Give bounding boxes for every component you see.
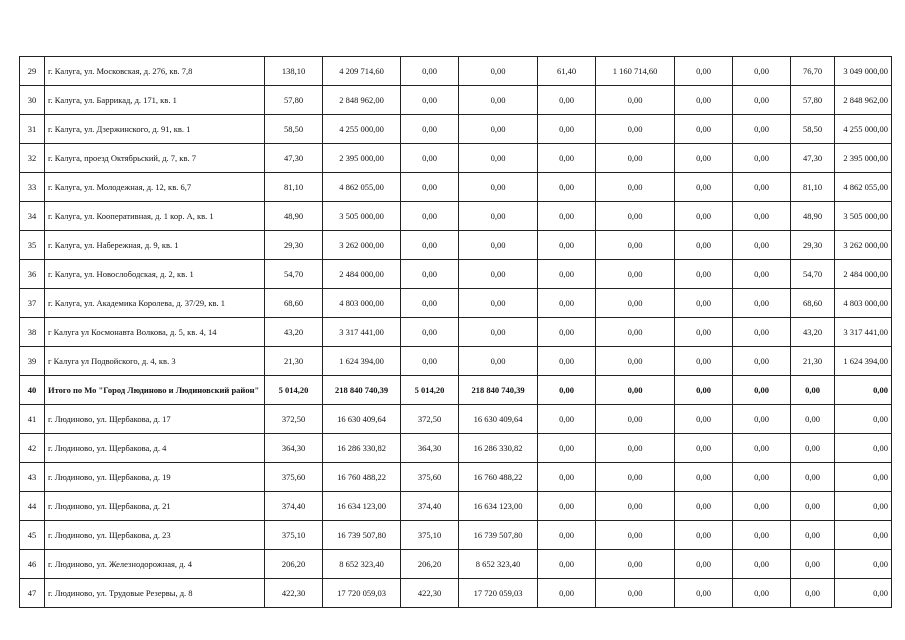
table-row: [20, 347, 892, 376]
table-row-total: [20, 376, 892, 405]
value-cell: 0,00: [459, 202, 538, 231]
value-cell: 21,30: [265, 347, 323, 376]
value-cell: 0,00: [596, 463, 675, 492]
row-number: 29: [20, 57, 45, 86]
value-cell: 0,00: [733, 115, 791, 144]
value-cell: 0,00: [596, 115, 675, 144]
value-cell: 3 262 000,00: [835, 231, 892, 260]
value-cell: 16 634 123,00: [323, 492, 401, 521]
value-cell: 0,00: [538, 347, 596, 376]
value-cell: 364,30: [265, 434, 323, 463]
row-number: 36: [20, 260, 45, 289]
value-cell: 4 803 000,00: [835, 289, 892, 318]
value-cell: 21,30: [791, 347, 835, 376]
address-cell: г. Калуга, ул. Молодежная, д. 12, кв. 6,7: [45, 173, 265, 202]
value-cell: 372,50: [401, 405, 459, 434]
value-cell: 0,00: [596, 173, 675, 202]
value-cell: 4 255 000,00: [835, 115, 892, 144]
value-cell: 0,00: [596, 521, 675, 550]
value-cell: 29,30: [265, 231, 323, 260]
value-cell: 0,00: [538, 115, 596, 144]
value-cell: 4 862 055,00: [323, 173, 401, 202]
row-number: 47: [20, 579, 45, 608]
row-number: 41: [20, 405, 45, 434]
row-number: 38: [20, 318, 45, 347]
value-cell: 0,00: [675, 521, 733, 550]
value-cell: 0,00: [538, 521, 596, 550]
value-cell: 0,00: [401, 86, 459, 115]
value-cell: 2 484 000,00: [323, 260, 401, 289]
value-cell: 0,00: [733, 231, 791, 260]
value-cell: 0,00: [733, 376, 791, 405]
value-cell: 374,40: [265, 492, 323, 521]
value-cell: 0,00: [675, 289, 733, 318]
value-cell: 0,00: [401, 202, 459, 231]
address-cell: г. Калуга, ул. Академика Королева, д. 37/29, кв. 1: [45, 289, 265, 318]
table-row: [20, 434, 892, 463]
value-cell: 1 624 394,00: [835, 347, 892, 376]
row-number: 35: [20, 231, 45, 260]
value-cell: 0,00: [459, 173, 538, 202]
value-cell: 47,30: [791, 144, 835, 173]
address-cell: г. Калуга, ул. Новослободская, д. 2, кв. 1: [45, 260, 265, 289]
row-number: 39: [20, 347, 45, 376]
value-cell: 17 720 059,03: [459, 579, 538, 608]
value-cell: 16 630 409,64: [459, 405, 538, 434]
value-cell: 0,00: [675, 550, 733, 579]
value-cell: 0,00: [675, 463, 733, 492]
value-cell: 0,00: [675, 405, 733, 434]
value-cell: 0,00: [675, 347, 733, 376]
value-cell: 81,10: [265, 173, 323, 202]
value-cell: 0,00: [596, 579, 675, 608]
row-number: 33: [20, 173, 45, 202]
value-cell: 0,00: [538, 550, 596, 579]
table-row: [20, 86, 892, 115]
value-cell: 0,00: [733, 202, 791, 231]
value-cell: 0,00: [538, 318, 596, 347]
value-cell: 61,40: [538, 57, 596, 86]
row-number: 43: [20, 463, 45, 492]
row-number: 42: [20, 434, 45, 463]
value-cell: 0,00: [596, 144, 675, 173]
value-cell: 138,10: [265, 57, 323, 86]
value-cell: 16 630 409,64: [323, 405, 401, 434]
value-cell: 0,00: [835, 550, 892, 579]
data-table: [19, 56, 892, 608]
value-cell: 0,00: [675, 57, 733, 86]
value-cell: 0,00: [459, 57, 538, 86]
value-cell: 0,00: [459, 289, 538, 318]
value-cell: 0,00: [596, 405, 675, 434]
value-cell: 0,00: [596, 434, 675, 463]
value-cell: 375,60: [401, 463, 459, 492]
value-cell: 0,00: [401, 173, 459, 202]
value-cell: 0,00: [835, 521, 892, 550]
value-cell: 0,00: [675, 492, 733, 521]
table-row: [20, 144, 892, 173]
value-cell: 0,00: [459, 115, 538, 144]
table-body: [20, 57, 892, 608]
value-cell: 0,00: [596, 347, 675, 376]
value-cell: 0,00: [401, 289, 459, 318]
address-cell: г. Людиново, ул. Щербакова, д. 19: [45, 463, 265, 492]
row-number: 46: [20, 550, 45, 579]
value-cell: 218 840 740,39: [459, 376, 538, 405]
value-cell: 0,00: [835, 579, 892, 608]
value-cell: 0,00: [596, 376, 675, 405]
value-cell: 16 286 330,82: [459, 434, 538, 463]
value-cell: 29,30: [791, 231, 835, 260]
address-cell: г. Калуга, проезд Октябрьский, д. 7, кв. 7: [45, 144, 265, 173]
address-cell: г. Калуга, ул. Баррикад, д. 171, кв. 1: [45, 86, 265, 115]
value-cell: 0,00: [401, 57, 459, 86]
value-cell: 0,00: [791, 376, 835, 405]
value-cell: 3 505 000,00: [835, 202, 892, 231]
value-cell: 58,50: [791, 115, 835, 144]
value-cell: 0,00: [596, 492, 675, 521]
row-number: 37: [20, 289, 45, 318]
value-cell: 0,00: [675, 434, 733, 463]
value-cell: 0,00: [538, 86, 596, 115]
address-cell: г. Калуга, ул. Московская, д. 276, кв. 7,8: [45, 57, 265, 86]
value-cell: 2 848 962,00: [323, 86, 401, 115]
value-cell: 0,00: [675, 202, 733, 231]
value-cell: 4 209 714,60: [323, 57, 401, 86]
value-cell: 0,00: [733, 144, 791, 173]
table-row: [20, 202, 892, 231]
value-cell: 0,00: [401, 318, 459, 347]
value-cell: 0,00: [538, 144, 596, 173]
value-cell: 57,80: [791, 86, 835, 115]
table-row: [20, 405, 892, 434]
value-cell: 0,00: [401, 260, 459, 289]
row-number: 40: [20, 376, 45, 405]
address-cell: г Калуга ул Подвойского, д. 4, кв. 3: [45, 347, 265, 376]
value-cell: 218 840 740,39: [323, 376, 401, 405]
value-cell: 16 739 507,80: [459, 521, 538, 550]
value-cell: 16 634 123,00: [459, 492, 538, 521]
address-cell: Итого по Мо "Город Людиново и Людиновский район": [45, 376, 265, 405]
table-row: [20, 57, 892, 86]
value-cell: 54,70: [265, 260, 323, 289]
value-cell: 0,00: [733, 173, 791, 202]
value-cell: 0,00: [459, 347, 538, 376]
value-cell: 68,60: [791, 289, 835, 318]
value-cell: 57,80: [265, 86, 323, 115]
value-cell: 0,00: [835, 434, 892, 463]
value-cell: 375,10: [401, 521, 459, 550]
table-row: [20, 492, 892, 521]
table-row: [20, 173, 892, 202]
table-row: [20, 260, 892, 289]
value-cell: 0,00: [733, 550, 791, 579]
value-cell: 1 160 714,60: [596, 57, 675, 86]
value-cell: 0,00: [401, 144, 459, 173]
address-cell: г. Калуга, ул. Кооперативная, д. 1 кор. А, кв. 1: [45, 202, 265, 231]
value-cell: 17 720 059,03: [323, 579, 401, 608]
value-cell: 0,00: [459, 144, 538, 173]
table-row: [20, 115, 892, 144]
value-cell: 0,00: [733, 289, 791, 318]
value-cell: 4 255 000,00: [323, 115, 401, 144]
value-cell: 68,60: [265, 289, 323, 318]
value-cell: 0,00: [401, 347, 459, 376]
value-cell: 0,00: [733, 434, 791, 463]
value-cell: 0,00: [459, 318, 538, 347]
value-cell: 4 862 055,00: [835, 173, 892, 202]
value-cell: 0,00: [538, 260, 596, 289]
value-cell: 0,00: [835, 376, 892, 405]
value-cell: 0,00: [733, 260, 791, 289]
value-cell: 0,00: [733, 492, 791, 521]
value-cell: 0,00: [538, 231, 596, 260]
table-row: [20, 550, 892, 579]
value-cell: 0,00: [791, 405, 835, 434]
value-cell: 0,00: [675, 86, 733, 115]
table-row: [20, 579, 892, 608]
value-cell: 0,00: [791, 434, 835, 463]
value-cell: 0,00: [733, 86, 791, 115]
value-cell: 0,00: [538, 492, 596, 521]
value-cell: 2 848 962,00: [835, 86, 892, 115]
value-cell: 0,00: [675, 231, 733, 260]
value-cell: 372,50: [265, 405, 323, 434]
value-cell: 0,00: [538, 173, 596, 202]
value-cell: 375,10: [265, 521, 323, 550]
value-cell: 0,00: [675, 115, 733, 144]
value-cell: 0,00: [538, 202, 596, 231]
value-cell: 0,00: [791, 492, 835, 521]
value-cell: 0,00: [791, 463, 835, 492]
table-row: [20, 318, 892, 347]
value-cell: 16 286 330,82: [323, 434, 401, 463]
value-cell: 422,30: [265, 579, 323, 608]
value-cell: 3 505 000,00: [323, 202, 401, 231]
address-cell: г. Людиново, ул. Щербакова, д. 21: [45, 492, 265, 521]
row-number: 34: [20, 202, 45, 231]
value-cell: 3 317 441,00: [323, 318, 401, 347]
value-cell: 0,00: [459, 231, 538, 260]
value-cell: 375,60: [265, 463, 323, 492]
value-cell: 0,00: [733, 347, 791, 376]
value-cell: 422,30: [401, 579, 459, 608]
address-cell: г. Калуга, ул. Дзержинского, д. 91, кв. 1: [45, 115, 265, 144]
value-cell: 0,00: [675, 579, 733, 608]
address-cell: г. Людиново, ул. Щербакова, д. 4: [45, 434, 265, 463]
value-cell: 4 803 000,00: [323, 289, 401, 318]
value-cell: 0,00: [459, 86, 538, 115]
address-cell: г. Людиново, ул. Щербакова, д. 23: [45, 521, 265, 550]
row-number: 45: [20, 521, 45, 550]
value-cell: 0,00: [675, 318, 733, 347]
value-cell: 0,00: [596, 550, 675, 579]
table-row: [20, 463, 892, 492]
value-cell: 1 624 394,00: [323, 347, 401, 376]
value-cell: 206,20: [401, 550, 459, 579]
value-cell: 16 739 507,80: [323, 521, 401, 550]
address-cell: г. Людиново, ул. Трудовые Резервы, д. 8: [45, 579, 265, 608]
value-cell: 54,70: [791, 260, 835, 289]
value-cell: 5 014,20: [401, 376, 459, 405]
value-cell: 0,00: [538, 289, 596, 318]
value-cell: 58,50: [265, 115, 323, 144]
row-number: 44: [20, 492, 45, 521]
address-cell: г. Людиново, ул. Щербакова, д. 17: [45, 405, 265, 434]
value-cell: 43,20: [265, 318, 323, 347]
value-cell: 16 760 488,22: [459, 463, 538, 492]
value-cell: 0,00: [538, 405, 596, 434]
value-cell: 0,00: [675, 173, 733, 202]
value-cell: 0,00: [733, 521, 791, 550]
value-cell: 0,00: [791, 579, 835, 608]
row-number: 31: [20, 115, 45, 144]
value-cell: 8 652 323,40: [323, 550, 401, 579]
value-cell: 0,00: [596, 318, 675, 347]
value-cell: 48,90: [791, 202, 835, 231]
value-cell: 5 014,20: [265, 376, 323, 405]
value-cell: 364,30: [401, 434, 459, 463]
value-cell: 2 484 000,00: [835, 260, 892, 289]
value-cell: 0,00: [733, 57, 791, 86]
value-cell: 0,00: [675, 144, 733, 173]
value-cell: 0,00: [733, 318, 791, 347]
value-cell: 81,10: [791, 173, 835, 202]
value-cell: 0,00: [401, 115, 459, 144]
address-cell: г Калуга ул Космонавта Волкова, д. 5, кв. 4, 14: [45, 318, 265, 347]
table-row: [20, 231, 892, 260]
table-row: [20, 521, 892, 550]
value-cell: 47,30: [265, 144, 323, 173]
value-cell: 0,00: [401, 231, 459, 260]
value-cell: 0,00: [791, 550, 835, 579]
row-number: 32: [20, 144, 45, 173]
address-cell: г. Людиново, ул. Железнодорожная, д. 4: [45, 550, 265, 579]
value-cell: 0,00: [538, 463, 596, 492]
value-cell: 0,00: [538, 376, 596, 405]
value-cell: 3 049 000,00: [835, 57, 892, 86]
table-row: [20, 289, 892, 318]
address-cell: г. Калуга, ул. Набережная, д. 9, кв. 1: [45, 231, 265, 260]
value-cell: 43,20: [791, 318, 835, 347]
value-cell: 16 760 488,22: [323, 463, 401, 492]
value-cell: 0,00: [791, 521, 835, 550]
value-cell: 0,00: [596, 289, 675, 318]
value-cell: 0,00: [733, 579, 791, 608]
row-number: 30: [20, 86, 45, 115]
value-cell: 0,00: [459, 260, 538, 289]
value-cell: 0,00: [835, 492, 892, 521]
value-cell: 0,00: [835, 405, 892, 434]
value-cell: 76,70: [791, 57, 835, 86]
value-cell: 48,90: [265, 202, 323, 231]
value-cell: 3 262 000,00: [323, 231, 401, 260]
value-cell: 0,00: [596, 231, 675, 260]
value-cell: 206,20: [265, 550, 323, 579]
value-cell: 0,00: [675, 376, 733, 405]
value-cell: 374,40: [401, 492, 459, 521]
value-cell: 0,00: [733, 405, 791, 434]
value-cell: 0,00: [596, 202, 675, 231]
value-cell: 0,00: [538, 579, 596, 608]
value-cell: 0,00: [733, 463, 791, 492]
value-cell: 0,00: [596, 260, 675, 289]
value-cell: 0,00: [675, 260, 733, 289]
value-cell: 8 652 323,40: [459, 550, 538, 579]
value-cell: 3 317 441,00: [835, 318, 892, 347]
value-cell: 0,00: [538, 434, 596, 463]
value-cell: 2 395 000,00: [835, 144, 892, 173]
value-cell: 0,00: [596, 86, 675, 115]
value-cell: 0,00: [835, 463, 892, 492]
value-cell: 2 395 000,00: [323, 144, 401, 173]
